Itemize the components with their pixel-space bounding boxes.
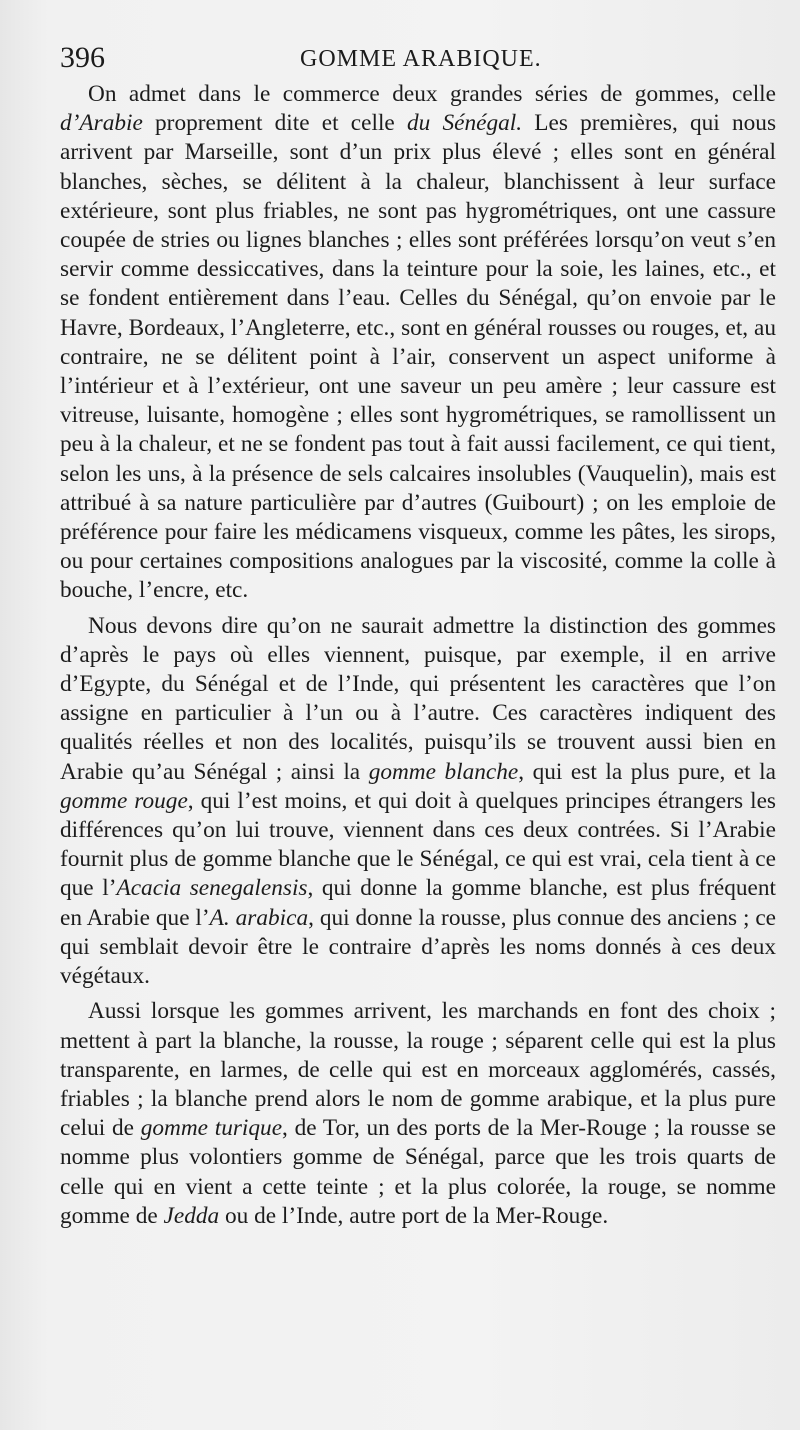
- paragraph: [60, 997, 776, 1231]
- text-run: Nous devons dire qu’on ne saurait admettre la distinction des gommes d’après le pays où elles viennent, puisque, par exemple, il en arrive d’Egypte, du Sénégal et de l’Inde, qui présentent les caractères que l’on assigne en particulier à l’un ou à l’autre. Ces caractères indiquent des qualités réelles et non des localités, puisqu’ils se trouvent aussi bien en Arabie qu’au Sénégal ; ainsi la: [60, 612, 776, 785]
- italic-text-run: gomme turique: [140, 1115, 283, 1142]
- italic-text-run: gomme blanche: [368, 758, 519, 785]
- running-title: GOMME ARABIQUE.: [300, 46, 542, 72]
- page-header: [60, 40, 760, 76]
- text-run: ou de l’Inde, autre port de la Mer-Rouge.: [219, 1202, 609, 1229]
- text-run: , qui donne la rousse, plus connue des anciens ; ce qui semblait devoir être le contraire d’après les noms donnés à ces deux végétaux.: [60, 904, 776, 990]
- italic-text-run: A. arabica: [209, 904, 309, 931]
- italic-text-run: d’Arabie: [60, 110, 143, 137]
- italic-text-run: gomme rouge: [60, 787, 188, 814]
- text-run: On admet dans le commerce deux grandes séries de gommes, celle: [88, 81, 776, 107]
- text-run: , qui donne la gomme blanche, est plus fréquent en Arabie que l’: [60, 875, 777, 931]
- text-run: , qui est la plus pure, et la: [518, 758, 776, 785]
- italic-text-run: Jedda: [163, 1202, 220, 1229]
- italic-text-run: du Sénégal.: [406, 110, 523, 137]
- page-number: 396: [60, 41, 105, 74]
- text-run: Les premières, qui nous arrivent par Marseille, sont d’un prix plus élevé ; elles sont en général blanches, sèches, se délitent à la chaleur, blanchissent à leur surface extérieure, sont plus friables, ne sont pas hygrométriques, ont une cassure coupée de stries ou lignes blanches ; elles sont préférées lorsqu’on veut s’en servir comme dessiccatives, dans la teinture pour la soie, les laines, etc., et se fondent entièrement dans l’eau. Celles du Sénégal, qu’on envoie par le Havre, Bordeaux, l’Angleterre, etc., sont en général rousses ou rouges, et, au contraire, ne se délitent point à l’air, conservent un aspect uniforme à l’intérieur et à l’extérieur, ont une saveur un peu amère ; leur cassure est vitreuse, luisante, homogène ; elles sont hygrométriques, se ramollissent un peu à la chaleur, et ne se fondent pas tout à fait aussi facilement, ce qui tient, selon les uns, à la présence de sels calcaires insolubles (Vauquelin), mais est attribué à sa nature particulière par d’autres (Guibourt) ; on les emploie de préférence pour faire les médicamens visqueux, comme les pâtes, les sirops, ou pour certaines compositions analogues par la viscosité, comme la colle à bouche, l’encre, etc.: [60, 110, 777, 604]
- text-run: proprement dite et celle: [142, 110, 407, 137]
- text-run: Aussi lorsque les gommes arrivent, les marchands en font des choix ; mettent à part la blanche, la rousse, la rouge ; séparent celle qui est la plus transparente, en larmes, de celle qui est en morceaux agglomérés, cassés, friables ; la blanche prend alors le nom de gomme arabique, et la plus pure celui de: [60, 998, 776, 1142]
- italic-text-run: Acacia senegalensis: [116, 875, 308, 902]
- text-run: , de Tor, un des ports de la Mer-Rouge ; la rousse se nomme plus volontiers gomme de Sénégal, parce que les trois quarts de celle qui en vient a cette teinte ; et la plus colorée, la rouge, se nomme gomme de: [60, 1115, 776, 1229]
- body-text: [60, 80, 776, 1231]
- paragraph: [60, 612, 776, 992]
- text-run: , qui l’est moins, et qui doit à quelques principes étrangers les différences qu’on lui trouve, viennent dans ces deux contrées. Si l’Arabie fournit plus de gomme blanche que le Sénégal, ce qui est vrai, cela tient à ce que l’: [60, 787, 776, 902]
- paragraph: [60, 80, 776, 606]
